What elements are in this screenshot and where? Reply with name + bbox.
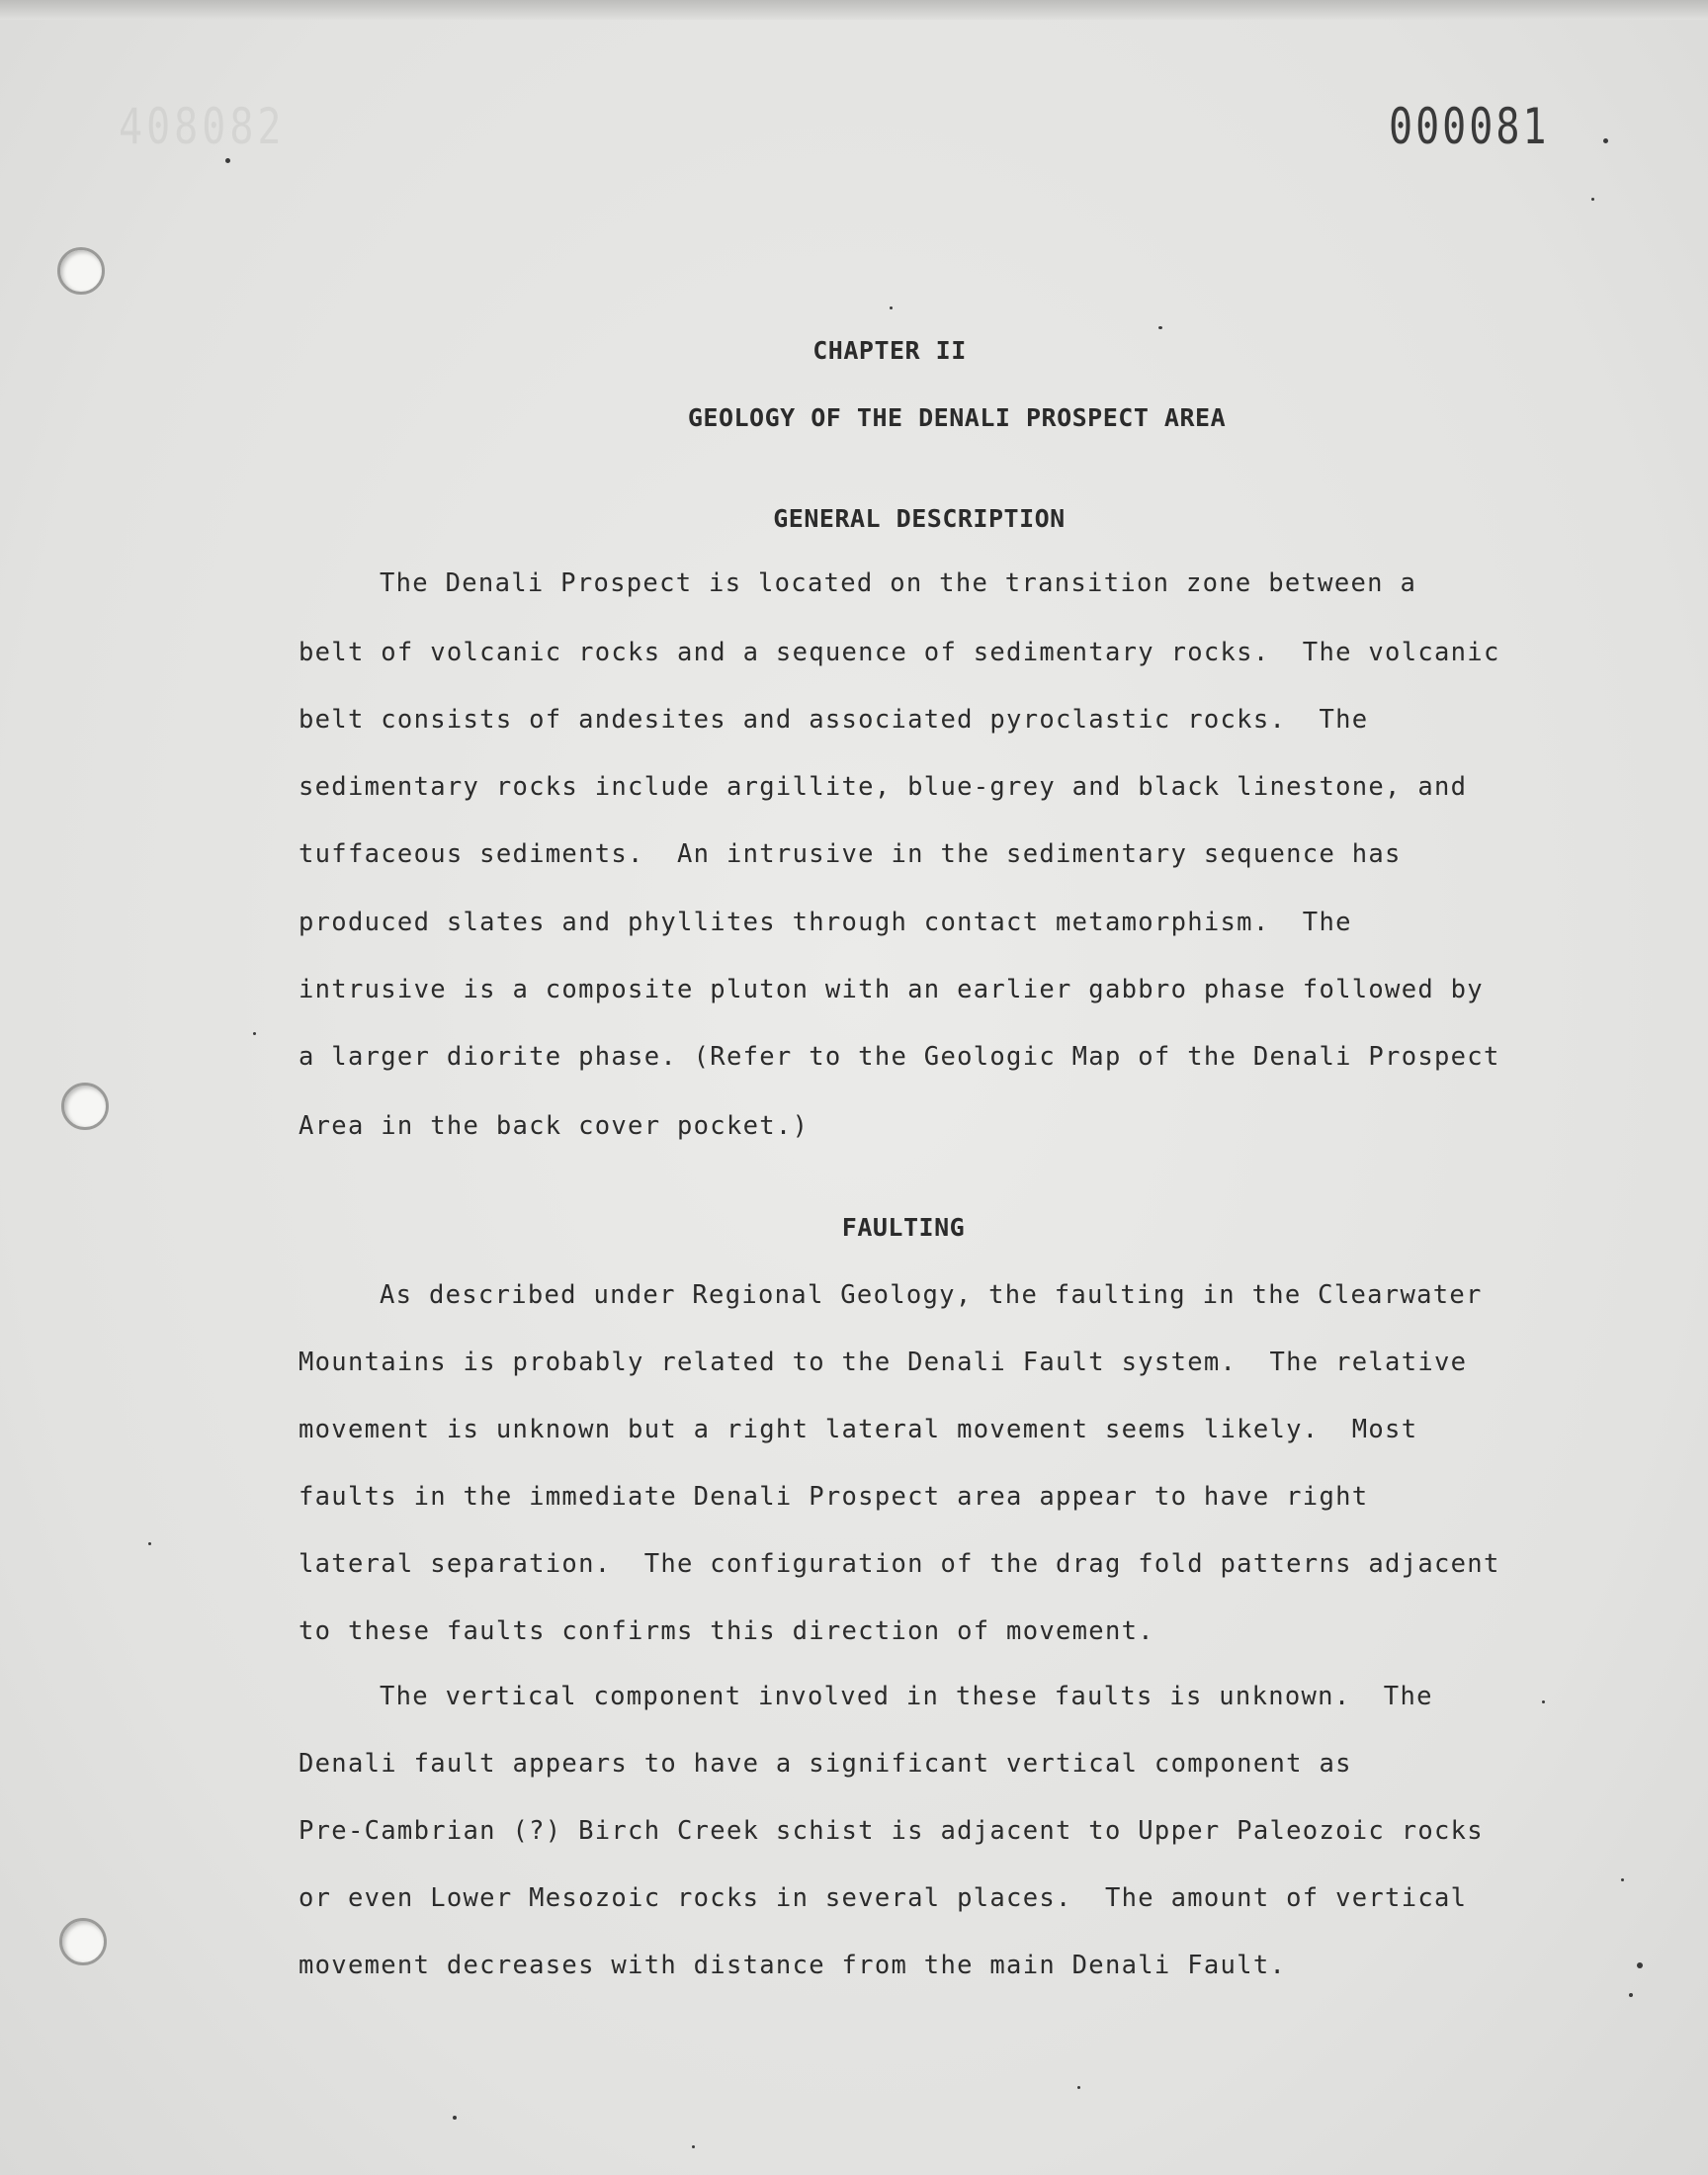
text-line: produced slates and phyllites through contact metamorphism. The <box>299 908 1352 937</box>
text-line: movement decreases with distance from the main Denali Fault. <box>299 1951 1287 1980</box>
text-line: faults in the immediate Denali Prospect area appear to have right <box>299 1482 1369 1512</box>
punch-hole-top <box>57 247 105 295</box>
punch-hole-middle <box>61 1083 109 1130</box>
page-title: GEOLOGY OF THE DENALI PROSPECT AREA <box>687 403 1227 432</box>
section-heading-faulting: FAULTING <box>841 1213 966 1242</box>
scan-speck <box>1077 2086 1080 2089</box>
scan-speck <box>453 2116 457 2120</box>
scan-speck <box>1158 326 1162 329</box>
scan-speck <box>1591 198 1594 201</box>
scan-speck <box>225 158 230 163</box>
text-line: tuffaceous sediments. An intrusive in the sedimentary sequence has <box>299 839 1402 869</box>
text-line: As described under Regional Geology, the faulting in the Clearwater <box>380 1280 1483 1310</box>
text-line: Pre-Cambrian (?) Birch Creek schist is adjacent to Upper Paleozoic rocks <box>299 1816 1484 1846</box>
scan-speck <box>148 1542 151 1545</box>
scan-speck <box>1629 1993 1633 1997</box>
chapter-heading: CHAPTER II <box>812 336 967 365</box>
scan-speck <box>890 306 893 309</box>
scan-speck <box>1621 1878 1624 1881</box>
text-line: to these faults confirms this direction of movement. <box>299 1616 1154 1646</box>
text-line: The Denali Prospect is located on the transition zone between a <box>380 568 1417 598</box>
punch-hole-bottom <box>59 1918 107 1965</box>
scan-speck <box>692 2145 695 2148</box>
text-line: belt consists of andesites and associated pyroclastic rocks. The <box>299 705 1369 735</box>
text-line: intrusive is a composite pluton with an earlier gabbro phase followed by <box>299 975 1484 1004</box>
scan-speck <box>253 1032 256 1035</box>
text-line: movement is unknown but a right lateral movement seems likely. Most <box>299 1415 1418 1444</box>
scan-speck <box>1637 1962 1643 1968</box>
text-line: or even Lower Mesozoic rocks in several places. The amount of vertical <box>299 1883 1468 1913</box>
text-line: Mountains is probably related to the Denali Fault system. The relative <box>299 1348 1468 1377</box>
text-line: Area in the back cover pocket.) <box>299 1111 810 1141</box>
page-number: 000081 <box>1389 99 1550 156</box>
section-heading-general-description: GENERAL DESCRIPTION <box>773 504 1066 533</box>
text-line: sedimentary rocks include argillite, blue-grey and black linestone, and <box>299 772 1468 802</box>
scan-speck <box>1542 1700 1545 1703</box>
text-line: lateral separation. The configuration of the drag fold patterns adjacent <box>299 1549 1500 1579</box>
page-top-edge <box>0 0 1708 20</box>
bleed-through-page-number: 408082 <box>119 99 286 156</box>
text-line: The vertical component involved in these faults is unknown. The <box>380 1682 1433 1711</box>
scan-speck <box>1603 138 1608 143</box>
text-line: belt of volcanic rocks and a sequence of sedimentary rocks. The volcanic <box>299 638 1500 667</box>
text-line: a larger diorite phase. (Refer to the Geologic Map of the Denali Prospect <box>299 1042 1500 1072</box>
text-line: Denali fault appears to have a significant vertical component as <box>299 1749 1352 1779</box>
